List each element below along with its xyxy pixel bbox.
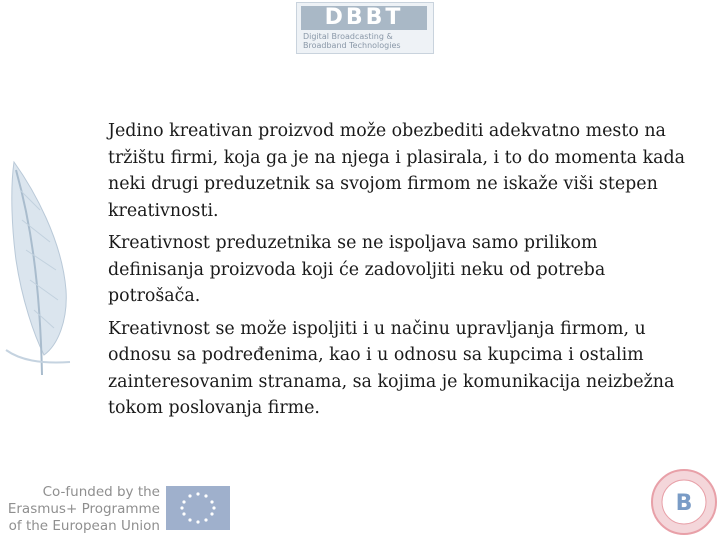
cofunded-text xyxy=(0,484,160,535)
university-seal-icon xyxy=(650,468,718,536)
eu-flag-icon xyxy=(166,486,230,530)
dbbt-logo-line1: Digital Broadcasting & xyxy=(303,32,393,41)
cofunded-line-2: Erasmus+ Programme xyxy=(7,501,160,517)
cofunded-line-3: of the European Union xyxy=(8,518,160,534)
paragraph-2: Kreativnost preduzetnika se ne ispoljava samo prilikom definisanja proizvoda koji će zadovoljiti neku od potreba potrošača. xyxy=(108,233,606,306)
main-text xyxy=(108,118,688,428)
dbbt-logo xyxy=(296,2,434,54)
dbbt-logo-line2: Broadband Technologies xyxy=(303,41,401,50)
dbbt-logo-mark: DBBT xyxy=(301,6,427,30)
quill-icon xyxy=(0,150,90,380)
paragraph-1: Jedino kreativan proizvod može obezbediti adekvatno mesto na tržištu firmi, koja ga je na njega i plasirala, i to do momenta kada neki drugi preduzetnik sa svojom firmom ne iskaže viši stepen kreativnosti. xyxy=(108,121,685,221)
cofunded-line-1: Co-funded by the xyxy=(42,484,160,500)
svg-text:B: B xyxy=(675,491,693,516)
paragraph-3: Kreativnost se može ispoljiti i u načinu upravljanja firmom, u odnosu sa podređenima, kao i u odnosu sa kupcima i ostalim zainteresovanim stranama, sa kojima je komunikacija neizbežna tokom poslovanja firme. xyxy=(108,318,675,418)
